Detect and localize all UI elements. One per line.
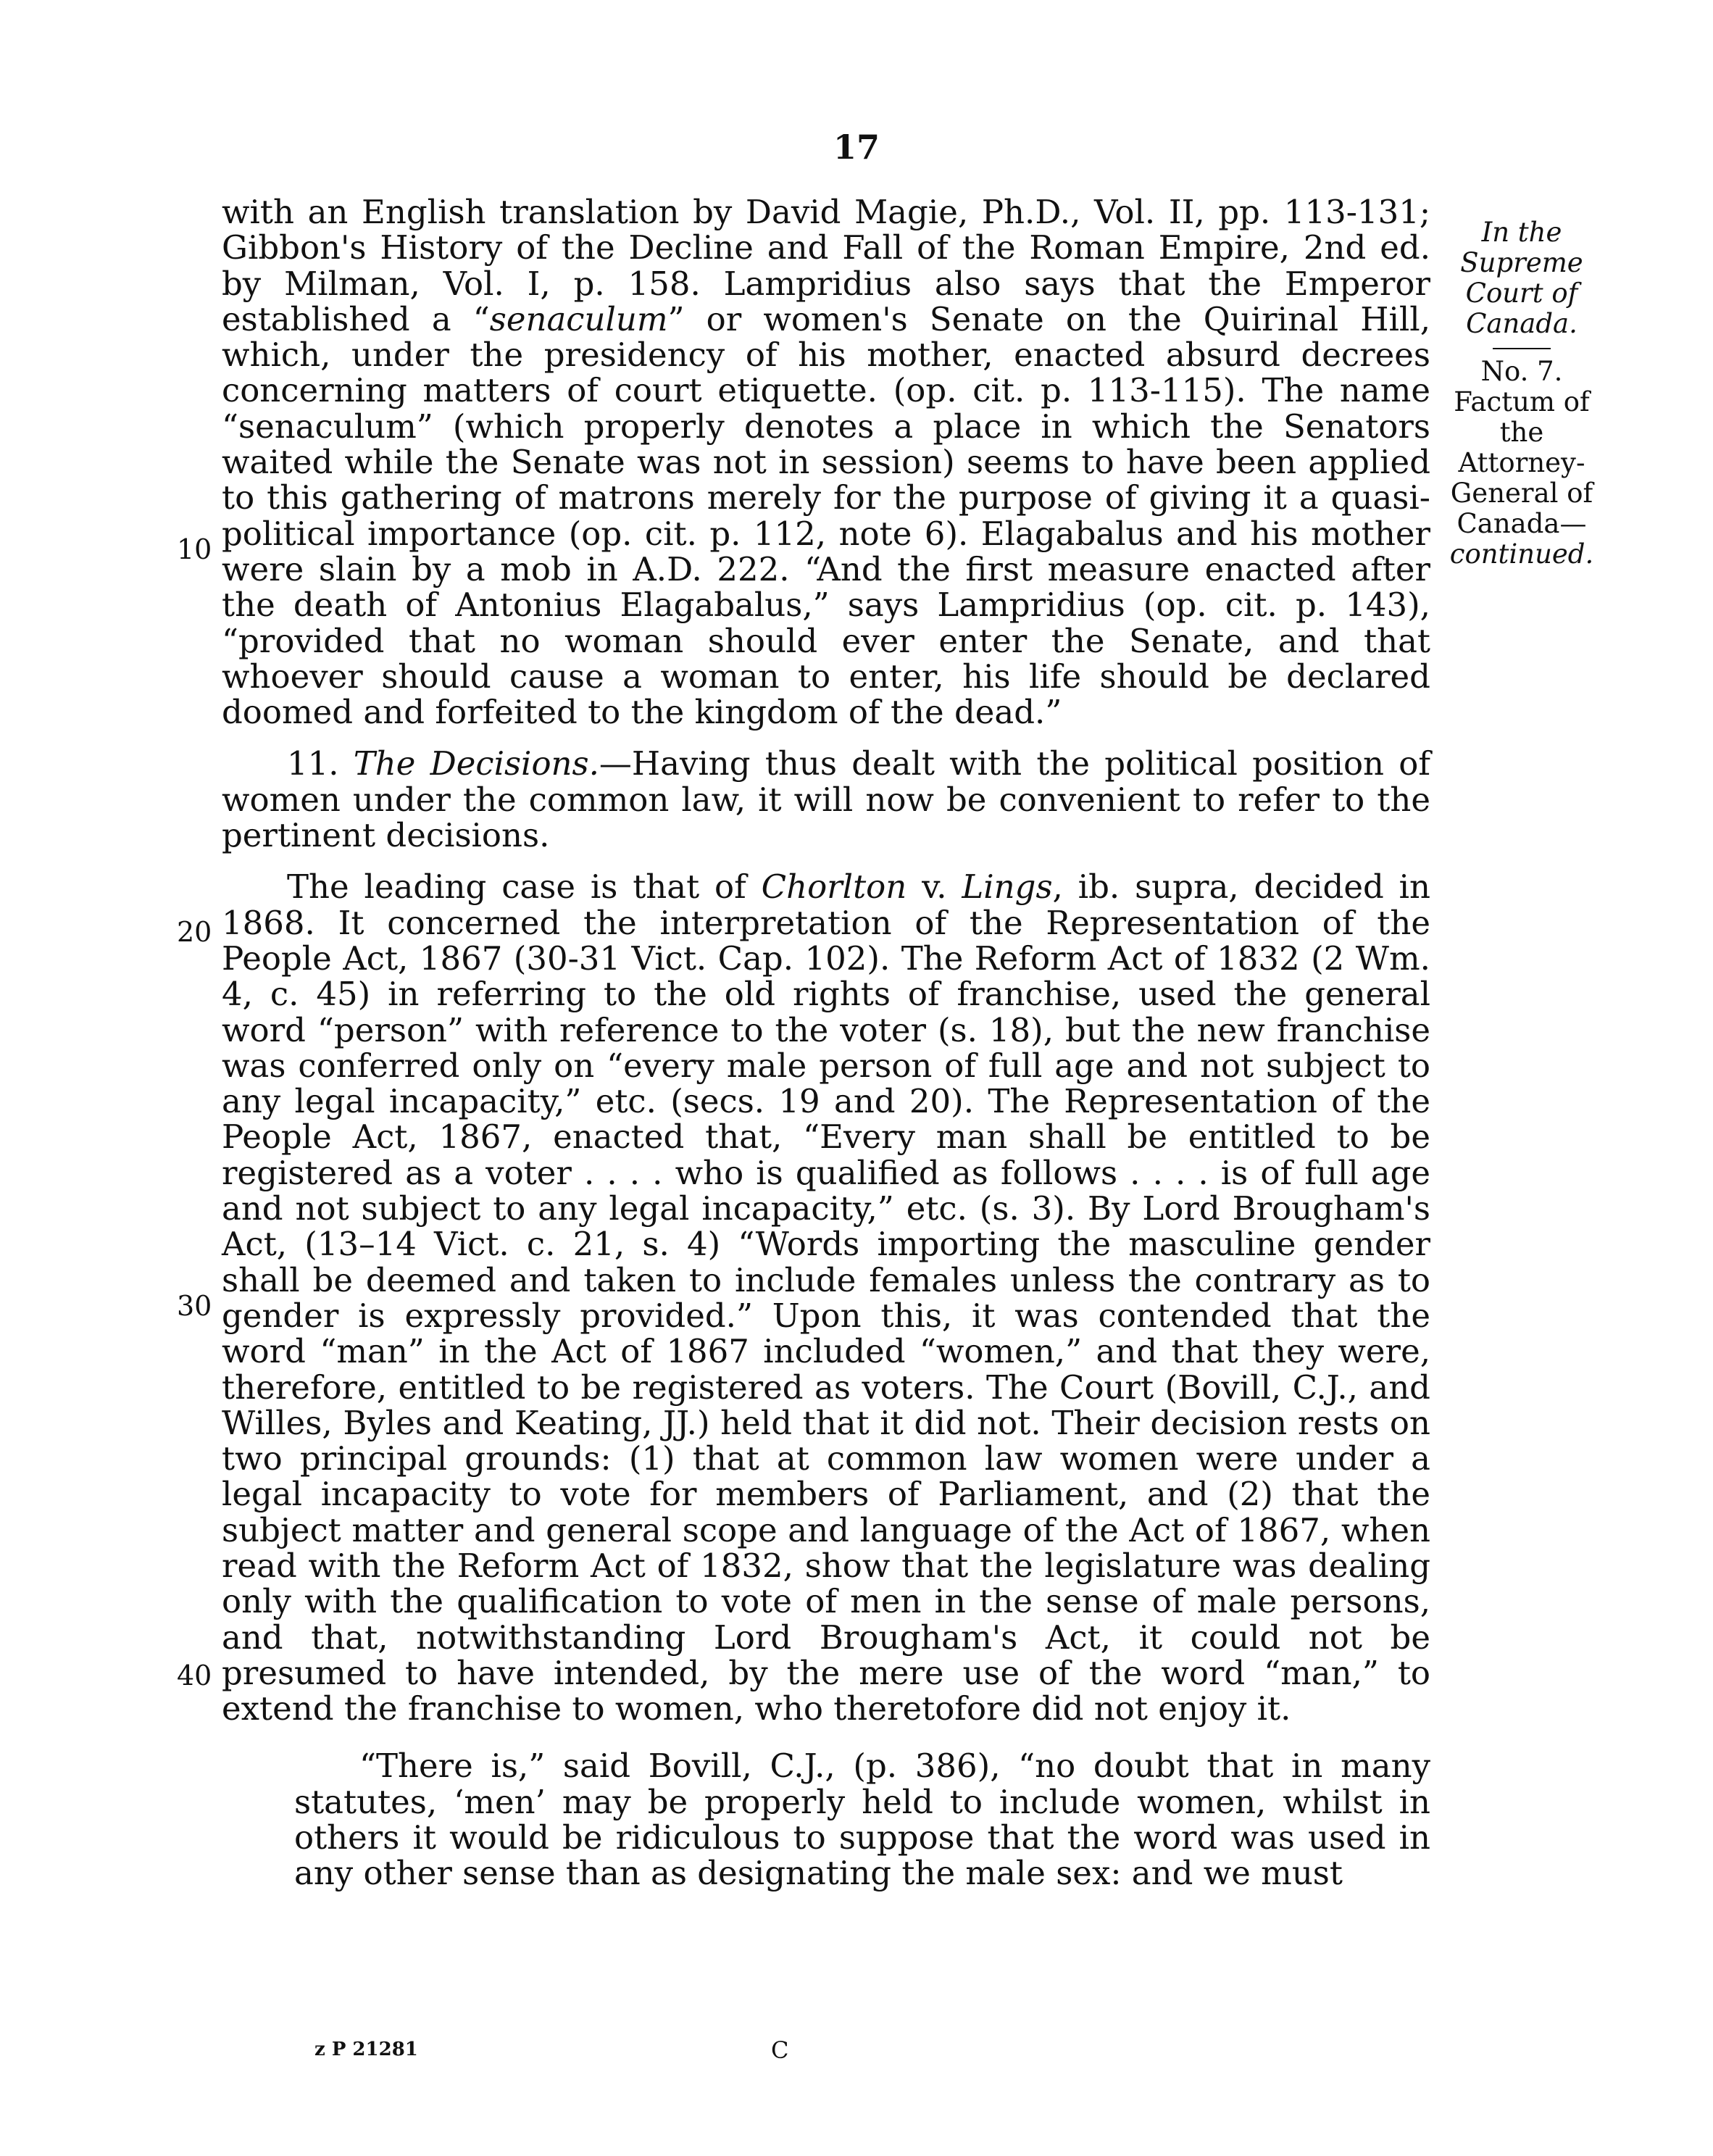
margin-note-doc-number: No. 7. (1480, 356, 1563, 387)
margin-note-factum: Factum of the Attorney-General of Canada— (1450, 386, 1593, 539)
paragraph-decisions: 11. The Decisions.—Having thus dealt with the political position of women under the common law, it will now be convenient to refer to the pertinent decisions. (222, 744, 1430, 855)
margin-note-court: In the Supreme Court of Canada. (1460, 217, 1583, 339)
paragraph-continuation: with an English translation by David Magie, Ph.D., Vol. II, pp. 113-131; Gibbon's History of the Decline and Fall of the Roman Empire, 2nd ed. by Milman, Vol. I, p. 158. Lampridius also says that the Emperor established a “senaculum” or women's Senate on the Quirinal Hill, which, under the presidency of his mother, enacted absurd decrees concerning matters of court etiquette. (op. cit. p. 113-115). The name “senaculum” (which properly denotes a place in which the Senators waited while the Senate was not in session) seems to have been applied to this gathering of matrons merely for the purpose of giving it a quasi-political importance (op. cit. p. 112, note 6). Elagabalus and his mother were slain by a mob in A.D. 222. “And the first measure enacted after the death of Antonius Elagabalus,” says Lampridius (op. cit. p. 143), “provided that no woman should ever enter the Senate, and that whoever should cause a woman to enter, his life should be declared doomed and forfeited to the kingdom of the dead.” (222, 193, 1430, 732)
line-number: 30 (177, 1290, 212, 1322)
paragraph-leading-case: The leading case is that of Chorlton v. Lings, ib. supra, decided in 1868. It concerned the interpretation of the Representation of the People Act, 1867 (30-31 Vict. Cap. 102). The Reform Act of 1832 (2 Wm. 4, c. 45) in referring to the old rights of franchise, used the general word “person” with reference to the voter (s. 18), but the new franchise was conferred only on “every male person of full age and not subject to any legal incapacity,” etc. (secs. 19 and 20). The Representation of the People Act, 1867, enacted that, “Every man shall be entitled to be registered as a voter . . . . who is qualified as follows . . . . is of full age and not subject to any legal incapacity,” etc. (s. 3). By Lord Brougham's Act, (13–14 Vict. c. 21, s. 4) “Words importing the masculine gender shall be deemed and taken to include females unless the contrary as to gender is expressly provided.” Upon this, it was contended that the word “man” in the Act of 1867 included “women,” and that they were, therefore, entitled to be registered as voters. The Court (Bovill, C.J., and Willes, Byles and Keating, JJ.) held that it did not. Their decision rests on two principal grounds: (1) that at common law women were under a legal incapacity to vote for members of Parliament, and (2) that the subject matter and general scope and language of the Act of 1867, when read with the Reform Act of 1832, show that the legislature was dealing only with the qualification to vote of men in the sense of male persons, and that, notwithstanding Lord Brougham's Act, it could not be presumed to have intended, by the mere use of the word “man,” to extend the franchise to women, who theretofore did not enjoy it. (222, 867, 1430, 1728)
line-number: 40 (177, 1660, 212, 1691)
case-name-chorlton: Chorlton (761, 867, 907, 907)
line-number: 20 (177, 916, 212, 948)
section-heading: The Decisions. (353, 744, 599, 783)
line-number: 10 (177, 533, 212, 565)
page-number: 17 (833, 128, 880, 167)
margin-note (1449, 217, 1594, 570)
block-quote: “There is,” said Bovill, C.J., (p. 386), “no doubt that in many statutes, ‘men’ may be properly held to include women, whilst in others it would be ridiculous to suppose that the word was used in any other sense than as designating the male sex: and we must (294, 1747, 1430, 1893)
signature-mark: C (771, 2036, 789, 2064)
margin-note-divider (1493, 348, 1551, 349)
margin-note-continued: continued. (1449, 538, 1594, 570)
case-name-lings: Lings (962, 867, 1053, 907)
print-code: z P 21281 (314, 2039, 418, 2060)
main-text (222, 194, 1430, 1891)
term-senaculum: senaculum (489, 299, 668, 338)
